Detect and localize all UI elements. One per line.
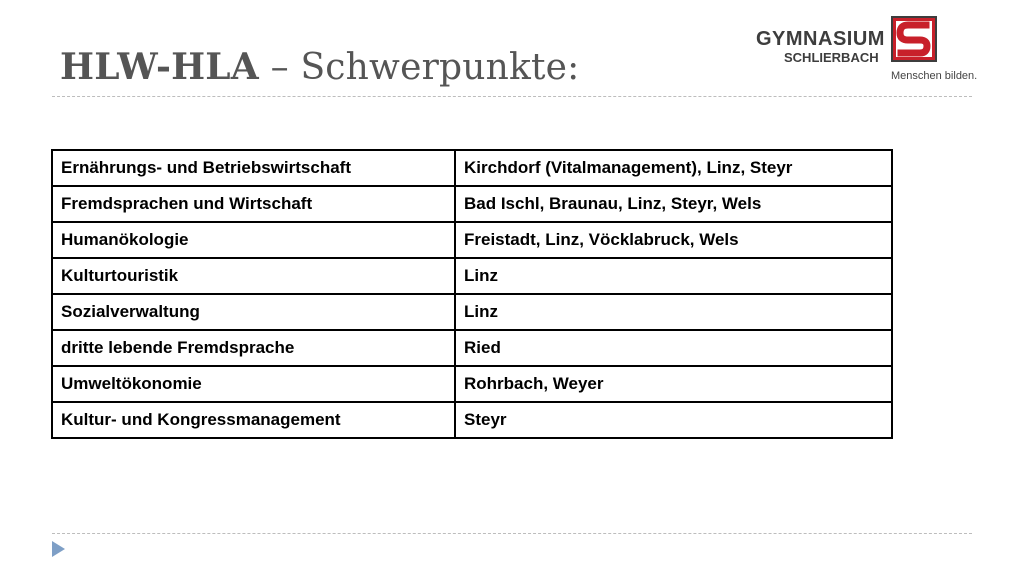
focus-cell: Fremdsprachen und Wirtschaft [52,186,455,222]
locations-cell: Rohrbach, Weyer [455,366,892,402]
table-row [52,222,892,258]
focus-cell: Kultur- und Kongressmanagement [52,402,455,438]
slide-title-rest: – Schwerpunkte: [258,47,580,88]
focus-table [51,149,893,439]
locations-cell: Kirchdorf (Vitalmanagement), Linz, Steyr [455,150,892,186]
focus-cell: Kulturtouristik [52,258,455,294]
locations-cell: Linz [455,258,892,294]
focus-cell: Sozialverwaltung [52,294,455,330]
table-row [52,258,892,294]
locations-cell: Ried [455,330,892,366]
top-divider [52,96,972,97]
table-row [52,186,892,222]
gymnasium-s-logo-icon [891,16,937,62]
bottom-divider [52,533,972,534]
focus-table-body [52,150,892,438]
school-logo [756,16,986,86]
table-row [52,402,892,438]
slide-title-bold: HLW-HLA [60,46,259,88]
table-row [52,150,892,186]
locations-cell: Bad Ischl, Braunau, Linz, Steyr, Wels [455,186,892,222]
focus-cell: dritte lebende Fremdsprache [52,330,455,366]
logo-name: GYMNASIUM [756,28,885,50]
slide-title [60,46,580,88]
focus-cell: Humanökologie [52,222,455,258]
table-row [52,330,892,366]
logo-tagline: Menschen bilden. [891,70,978,82]
locations-cell: Steyr [455,402,892,438]
focus-cell: Umweltökonomie [52,366,455,402]
table-row [52,366,892,402]
logo-subtitle: SCHLIERBACH [784,50,879,65]
focus-cell: Ernährungs- und Betriebswirtschaft [52,150,455,186]
locations-cell: Linz [455,294,892,330]
triangle-bullet-icon [52,541,65,557]
table-row [52,294,892,330]
locations-cell: Freistadt, Linz, Vöcklabruck, Wels [455,222,892,258]
